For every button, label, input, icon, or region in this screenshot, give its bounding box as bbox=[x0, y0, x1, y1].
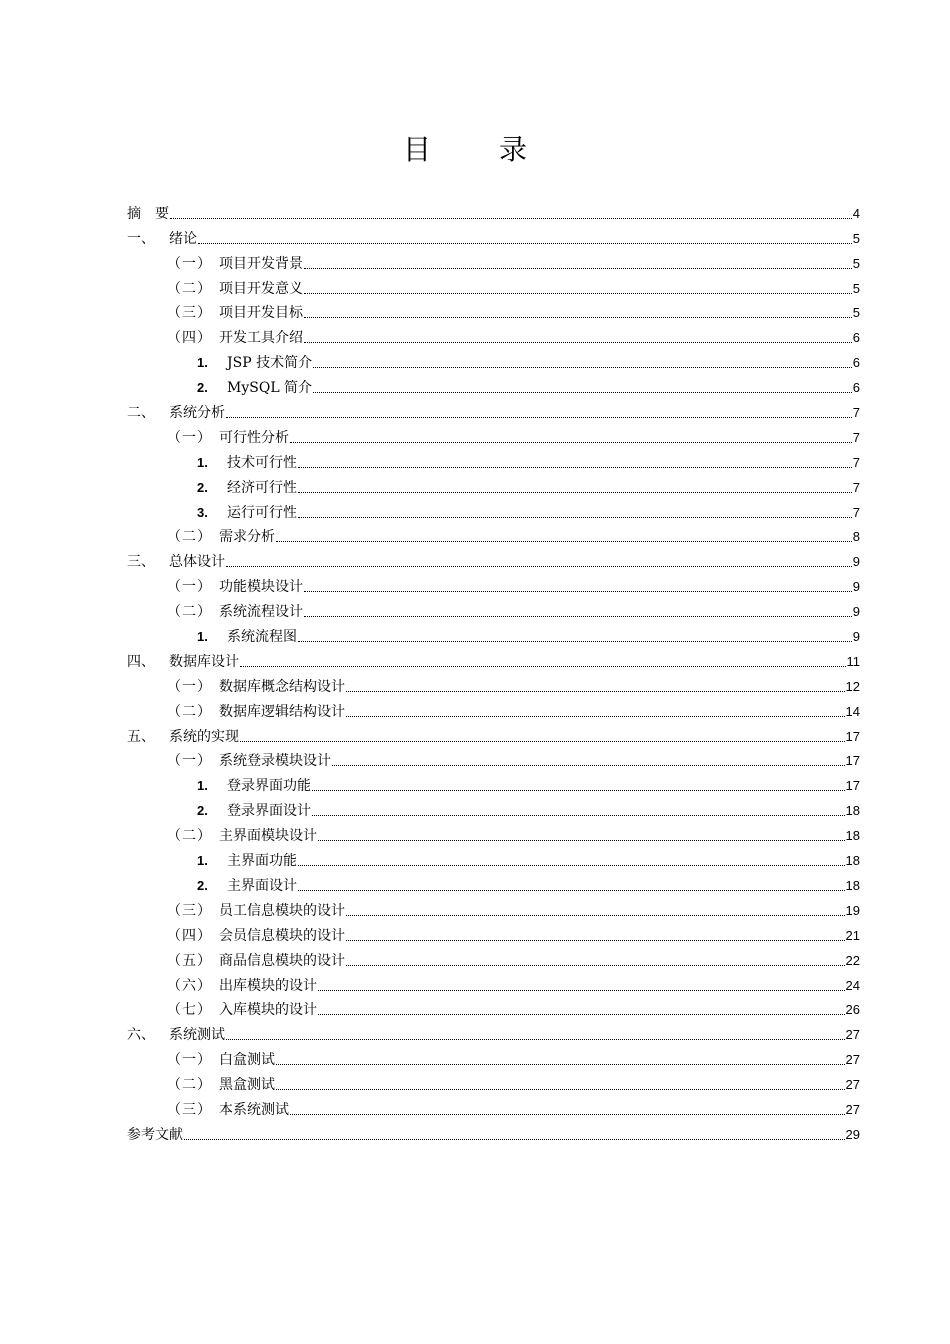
toc-entry-title: 系统测试 bbox=[169, 1027, 225, 1044]
toc-entry-number: （四） bbox=[167, 330, 212, 347]
toc-entry-title: 参考文献 bbox=[127, 1126, 183, 1143]
toc-entry[interactable] bbox=[127, 546, 860, 571]
toc-entry[interactable] bbox=[127, 472, 860, 497]
toc-entry-number: （二） bbox=[167, 1077, 212, 1094]
toc-entry-number: 2. bbox=[197, 803, 208, 819]
toc-entry-page: 6 bbox=[852, 355, 860, 371]
toc-entry-title: 项目开发意义 bbox=[219, 280, 303, 297]
toc-entry-page: 7 bbox=[852, 405, 860, 421]
toc-dot-leader bbox=[304, 341, 852, 343]
toc-dot-leader bbox=[240, 740, 845, 742]
toc-entry-number: （六） bbox=[167, 977, 212, 994]
toc-entry[interactable] bbox=[127, 223, 860, 248]
toc-dot-leader bbox=[313, 391, 852, 393]
toc-entry-title: 需求分析 bbox=[219, 529, 275, 546]
toc-entry-title: 开发工具介绍 bbox=[219, 330, 303, 347]
toc-entry-title: 商品信息模块的设计 bbox=[219, 952, 345, 969]
toc-entry-number: 二、 bbox=[127, 405, 155, 422]
toc-entry[interactable] bbox=[127, 447, 860, 472]
toc-entry-number: （一） bbox=[167, 429, 212, 446]
toc-entry[interactable] bbox=[127, 397, 860, 422]
toc-entry-number: 3. bbox=[197, 504, 208, 520]
toc-entry[interactable] bbox=[127, 1119, 860, 1144]
toc-entry-page: 18 bbox=[845, 803, 860, 819]
toc-entry-title: 主界面模块设计 bbox=[219, 828, 317, 845]
toc-entry[interactable] bbox=[127, 522, 860, 547]
toc-entry-number: 1. bbox=[197, 355, 208, 371]
toc-entry-title: 数据库设计 bbox=[169, 653, 239, 670]
toc-entry-number: （二） bbox=[167, 529, 212, 546]
toc-dot-leader bbox=[276, 540, 852, 542]
toc-entry-number: （七） bbox=[167, 1002, 212, 1019]
toc-entry[interactable] bbox=[127, 671, 860, 696]
toc-dot-leader bbox=[346, 964, 845, 966]
toc-dot-leader bbox=[298, 516, 852, 518]
toc-entry[interactable] bbox=[127, 621, 860, 646]
toc-dot-leader bbox=[170, 217, 852, 219]
toc-entry-title: 主界面功能 bbox=[227, 853, 297, 870]
toc-dot-leader bbox=[298, 466, 852, 468]
toc-entry-number: 四、 bbox=[127, 653, 155, 670]
toc-entry-number: （二） bbox=[167, 280, 212, 297]
toc-entry-page: 7 bbox=[852, 429, 860, 445]
toc-entry-number: （二） bbox=[167, 703, 212, 720]
toc-entry-title: 主界面设计 bbox=[227, 877, 297, 894]
toc-entry-title: 登录界面设计 bbox=[227, 803, 311, 820]
toc-entry-number: 2. bbox=[197, 380, 208, 396]
toc-entry[interactable] bbox=[127, 372, 860, 397]
toc-dot-leader bbox=[298, 491, 852, 493]
toc-dot-leader bbox=[312, 789, 845, 791]
toc-entry-title: 项目开发目标 bbox=[219, 305, 303, 322]
toc-entry-page: 27 bbox=[845, 1101, 860, 1117]
toc-entry-number: 六、 bbox=[127, 1027, 155, 1044]
toc-entry-page: 27 bbox=[845, 1027, 860, 1043]
toc-dot-leader bbox=[304, 615, 852, 617]
toc-entry-page: 21 bbox=[845, 927, 860, 943]
toc-dot-leader bbox=[313, 366, 852, 368]
toc-entry-page: 18 bbox=[845, 877, 860, 893]
toc-entry-number: （一） bbox=[167, 753, 212, 770]
toc-entry[interactable] bbox=[127, 721, 860, 746]
toc-entry-number: （三） bbox=[167, 305, 212, 322]
toc-dot-leader bbox=[312, 814, 845, 816]
toc-entry-page: 7 bbox=[852, 479, 860, 495]
toc-entry-title: 项目开发背景 bbox=[219, 255, 303, 272]
toc-entry-number: （一） bbox=[167, 255, 212, 272]
toc-entry-number: （二） bbox=[167, 604, 212, 621]
toc-entry-page: 27 bbox=[845, 1077, 860, 1093]
toc-dot-leader bbox=[346, 715, 845, 717]
toc-entry-page: 9 bbox=[852, 554, 860, 570]
toc-entry-number: （三） bbox=[167, 1101, 212, 1118]
toc-entry-title: 黑盒测试 bbox=[219, 1077, 275, 1094]
toc-entry-page: 12 bbox=[845, 678, 860, 694]
toc-entry[interactable] bbox=[127, 1044, 860, 1069]
toc-entry-page: 9 bbox=[852, 604, 860, 620]
toc-dot-leader bbox=[240, 665, 846, 667]
toc-entry-title: 本系统测试 bbox=[219, 1101, 289, 1118]
toc-dot-leader bbox=[304, 292, 852, 294]
toc-entry-page: 19 bbox=[845, 902, 860, 918]
page-title: 目 录 bbox=[402, 133, 547, 166]
toc-entry-title: 摘 要 bbox=[127, 205, 169, 222]
toc-entry-number: 1. bbox=[197, 853, 208, 869]
toc-entry[interactable] bbox=[127, 845, 860, 870]
toc-entry[interactable] bbox=[127, 870, 860, 895]
toc-entry-title: 系统流程图 bbox=[227, 629, 297, 646]
toc-entry-title: 会员信息模块的设计 bbox=[219, 927, 345, 944]
toc-entry-title: 登录界面功能 bbox=[227, 778, 311, 795]
toc-entry[interactable] bbox=[127, 746, 860, 771]
toc-entry[interactable] bbox=[127, 995, 860, 1020]
toc-entry-page: 17 bbox=[845, 778, 860, 794]
toc-entry[interactable] bbox=[127, 770, 860, 795]
toc-dot-leader bbox=[226, 416, 852, 418]
toc-entry[interactable] bbox=[127, 347, 860, 372]
toc-entry-page: 5 bbox=[852, 280, 860, 296]
toc-entry[interactable] bbox=[127, 322, 860, 347]
toc-entry-page: 7 bbox=[852, 504, 860, 520]
toc-entry[interactable] bbox=[127, 497, 860, 522]
toc-dot-leader bbox=[276, 1088, 845, 1090]
toc-entry[interactable] bbox=[127, 696, 860, 721]
toc-entry[interactable] bbox=[127, 571, 860, 596]
toc-dot-leader bbox=[198, 242, 852, 244]
toc-entry-number: （一） bbox=[167, 678, 212, 695]
toc-entry-title: JSP 技术简介 bbox=[227, 355, 313, 372]
toc-dot-leader bbox=[226, 565, 852, 567]
toc-entry-title: 白盒测试 bbox=[219, 1052, 275, 1069]
toc-dot-leader bbox=[304, 316, 852, 318]
toc-entry-title: 入库模块的设计 bbox=[219, 1002, 317, 1019]
toc-dot-leader bbox=[226, 1038, 845, 1040]
toc-entry[interactable] bbox=[127, 248, 860, 273]
toc-dot-leader bbox=[298, 864, 845, 866]
toc-entry-page: 5 bbox=[852, 255, 860, 271]
toc-entry-title: 可行性分析 bbox=[219, 429, 289, 446]
toc-entry-page: 22 bbox=[845, 952, 860, 968]
toc-dot-leader bbox=[290, 1113, 845, 1115]
toc-entry[interactable] bbox=[127, 895, 860, 920]
toc-dot-leader bbox=[318, 839, 845, 841]
toc-entry[interactable] bbox=[127, 820, 860, 845]
toc-entry-number: 一、 bbox=[127, 230, 155, 247]
toc-dot-leader bbox=[304, 590, 852, 592]
toc-dot-leader bbox=[318, 989, 845, 991]
toc-entry-page: 5 bbox=[852, 305, 860, 321]
toc-entry-number: 1. bbox=[197, 454, 208, 470]
toc-dot-leader bbox=[290, 441, 852, 443]
toc-entry-number: （三） bbox=[167, 902, 212, 919]
toc-entry[interactable] bbox=[127, 945, 860, 970]
toc-dot-leader bbox=[304, 267, 852, 269]
toc-entry-page: 11 bbox=[846, 653, 860, 669]
toc-entry-number: 1. bbox=[197, 778, 208, 794]
toc-entry[interactable] bbox=[127, 298, 860, 323]
toc-entry-page: 7 bbox=[852, 454, 860, 470]
toc-entry-page: 18 bbox=[845, 828, 860, 844]
toc-entry-page: 9 bbox=[852, 629, 860, 645]
toc-entry[interactable] bbox=[127, 646, 860, 671]
toc-entry-title: 系统登录模块设计 bbox=[219, 753, 331, 770]
toc-dot-leader bbox=[332, 764, 845, 766]
toc-entry[interactable] bbox=[127, 795, 860, 820]
toc-entry-page: 24 bbox=[845, 977, 860, 993]
toc-entry[interactable] bbox=[127, 1019, 860, 1044]
toc-entry-title: 出库模块的设计 bbox=[219, 977, 317, 994]
toc-dot-leader bbox=[276, 1063, 845, 1065]
toc-entry-page: 4 bbox=[852, 205, 860, 221]
toc-entry-title: 员工信息模块的设计 bbox=[219, 902, 345, 919]
toc-entry-title: 系统分析 bbox=[169, 405, 225, 422]
toc-dot-leader bbox=[298, 640, 852, 642]
table-of-contents bbox=[127, 198, 860, 1144]
toc-dot-leader bbox=[318, 1013, 845, 1015]
toc-dot-leader bbox=[346, 914, 845, 916]
toc-entry-title: 数据库逻辑结构设计 bbox=[219, 703, 345, 720]
toc-entry-number: （一） bbox=[167, 579, 212, 596]
toc-entry-page: 6 bbox=[852, 330, 860, 346]
toc-entry-number: 2. bbox=[197, 479, 208, 495]
toc-entry-number: （五） bbox=[167, 952, 212, 969]
toc-entry-title: 数据库概念结构设计 bbox=[219, 678, 345, 695]
toc-entry-number: 1. bbox=[197, 629, 208, 645]
toc-entry[interactable] bbox=[127, 596, 860, 621]
toc-entry[interactable] bbox=[127, 422, 860, 447]
toc-entry-number: 2. bbox=[197, 877, 208, 893]
toc-entry-title: MySQL 简介 bbox=[227, 380, 313, 397]
toc-entry-title: 系统流程设计 bbox=[219, 604, 303, 621]
toc-dot-leader bbox=[298, 889, 845, 891]
toc-entry-number: 五、 bbox=[127, 728, 155, 745]
toc-entry-title: 总体设计 bbox=[169, 554, 225, 571]
toc-entry-number: （四） bbox=[167, 927, 212, 944]
toc-entry-page: 8 bbox=[852, 529, 860, 545]
toc-entry[interactable] bbox=[127, 920, 860, 945]
toc-entry-number: 三、 bbox=[127, 554, 155, 571]
toc-entry[interactable] bbox=[127, 1069, 860, 1094]
toc-entry-title: 经济可行性 bbox=[227, 479, 297, 496]
toc-entry-page: 18 bbox=[845, 853, 860, 869]
toc-dot-leader bbox=[346, 690, 845, 692]
toc-entry[interactable] bbox=[127, 970, 860, 995]
toc-entry[interactable] bbox=[127, 198, 860, 223]
toc-entry-page: 14 bbox=[845, 703, 860, 719]
toc-entry-page: 5 bbox=[852, 230, 860, 246]
toc-dot-leader bbox=[346, 939, 845, 941]
toc-entry-page: 27 bbox=[845, 1052, 860, 1068]
toc-entry-page: 9 bbox=[852, 579, 860, 595]
toc-entry-number: （一） bbox=[167, 1052, 212, 1069]
toc-entry-page: 17 bbox=[845, 753, 860, 769]
toc-entry-title: 运行可行性 bbox=[227, 504, 297, 521]
toc-entry-title: 系统的实现 bbox=[169, 728, 239, 745]
toc-entry-number: （二） bbox=[167, 828, 212, 845]
toc-entry-page: 29 bbox=[845, 1126, 860, 1142]
toc-entry-title: 绪论 bbox=[169, 230, 197, 247]
toc-entry[interactable] bbox=[127, 273, 860, 298]
toc-entry-page: 17 bbox=[845, 728, 860, 744]
toc-entry-page: 26 bbox=[845, 1002, 860, 1018]
toc-dot-leader bbox=[184, 1138, 845, 1140]
toc-entry-title: 功能模块设计 bbox=[219, 579, 303, 596]
toc-entry-title: 技术可行性 bbox=[227, 454, 297, 471]
toc-entry[interactable] bbox=[127, 1094, 860, 1119]
toc-entry-page: 6 bbox=[852, 380, 860, 396]
